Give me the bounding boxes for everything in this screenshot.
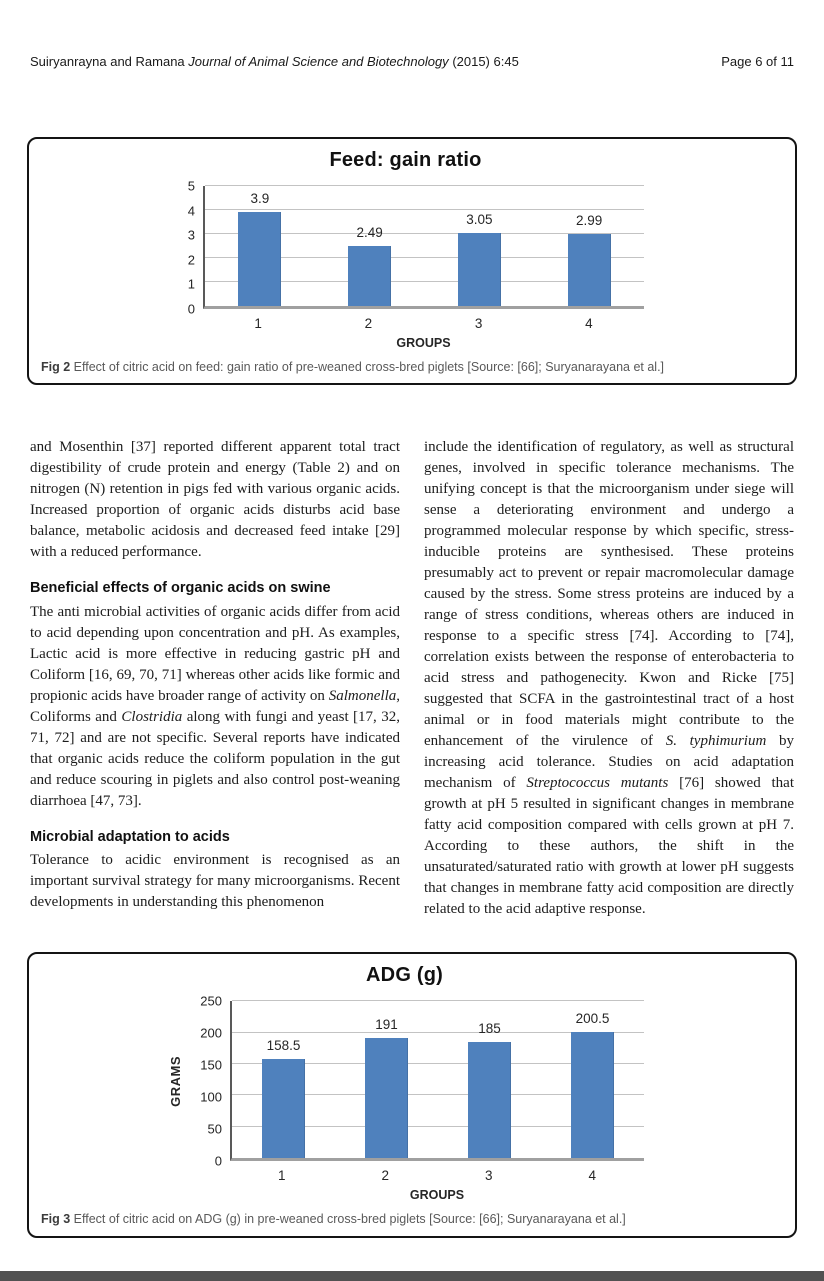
feed-gain-ratio-chart [29,149,795,350]
left-column [30,437,400,920]
y-tick-label: 4 [187,203,195,219]
bar [262,1037,305,1159]
bar-series [232,1001,644,1158]
bar-value-label: 158.5 [266,1037,301,1053]
bar-series [205,186,644,306]
text-run: [76] showed that growth at pH 5 resulted in significant changes in membrane fatty acid composition compared with cells grown at pH 7. According to these authors, the shift in the unsaturated/saturated ratio with growth at lower pH suggests that changes in membrane fatty acid composition are directly related to the acid adaptive response. [424,775,794,918]
bar [365,1017,408,1158]
x-tick-label: 4 [585,316,593,331]
figure-caption-text: Effect of citric acid on ADG (g) in pre-weaned cross-bred piglets [Source: [66]; Suryanarayana et al.] [73,1212,626,1227]
italic-text: Streptococcus mutants [526,775,669,792]
bar-value-label: 185 [478,1021,501,1037]
body-paragraph [30,602,400,812]
bar-slot [534,186,644,306]
header-citation [30,54,519,69]
x-tick-label: 4 [588,1168,596,1184]
y-tick-label: 2 [187,252,195,268]
bar [348,225,391,306]
body-paragraph [30,850,400,913]
figure-3-caption [41,1211,783,1227]
bar [468,1021,511,1158]
chart-title: Feed: gain ratio [329,149,482,171]
body-text [30,437,794,920]
figure-2-panel [27,137,797,385]
text-run: along with fungi and yeast [17, 32, 71, 72] and are not specific. Several reports have indicated that organic acids reduce the coliform population in the gut and reduce scouring in piglets and also control post-weaning diarrhoea [47, 73]. [30,708,400,809]
text-run: , Coliforms and [30,687,400,725]
x-tick-label: 1 [254,316,262,331]
italic-text: S. typhimurium [665,733,767,750]
y-tick-label: 3 [187,227,195,243]
italic-text: Salmonella [328,687,397,704]
y-tick-label: 0 [214,1153,222,1169]
y-tick-label: 200 [200,1025,222,1041]
bar-value-label: 2.49 [356,225,383,241]
bar [568,213,611,306]
x-tick-label: 2 [364,316,373,331]
chart-title: ADG (g) [366,964,443,987]
bar-slot [205,186,315,306]
bar-value-label: 191 [375,1017,398,1033]
x-axis-title: GROUPS [396,336,451,350]
x-axis-title: GROUPS [409,1188,465,1203]
italic-text: Clostridia [121,708,183,725]
y-axis-title: GRAMS [167,1055,183,1107]
plot-area [203,186,644,309]
y-axis [167,178,203,317]
bar-slot [438,1001,541,1158]
y-tick-label: 0 [187,301,195,317]
adg-chart [29,964,795,1202]
bar-slot [425,186,535,306]
y-tick-label: 100 [200,1089,222,1105]
x-tick-label: 1 [277,1168,286,1184]
text-run: The anti microbial activities of organic acids differ from acid to acid depending upon concentration and pH. As examples, Lactic acid is more effective in reducing gastric pH and Coliform [16, 69, 70, 71] whereas other acids like formic and propionic acids have broader range of activity on [30,603,400,704]
header-issue: (2015) 6:45 [452,54,519,69]
header-authors: Suiryanrayna and Ramana [30,54,185,69]
text-run: Tolerance to acidic environment is recognised as an important survival strategy for many microorganisms. Recent developments in understanding this phenomenon [30,851,400,910]
y-tick-label: 5 [187,178,195,194]
y-axis [185,993,230,1169]
x-tick-label: 3 [484,1168,493,1184]
section-heading: Microbial adaptation to acids [30,828,230,845]
section-heading: Beneficial effects of organic acids on swine [30,580,331,597]
header-journal-title: Journal of Animal Science and Biotechnology [188,54,449,69]
text-run: and Mosenthin [37] reported different apparent total tract digestibility of crude protein and energy (Table 2) and on nitrogen (N) retention in pigs fed with various organic acids. Increased proportion of organic acids disturbs acid base balance, metabolic acidosis and decreased feed intake [29] with a reduced performance. [30,439,400,561]
x-tick-label: 2 [381,1168,389,1184]
bar-slot [232,1001,335,1158]
bar-slot [335,1001,438,1158]
figure-label: Fig 2 [41,360,71,374]
y-tick-label: 50 [207,1121,222,1137]
right-column [424,437,794,920]
bar [458,211,501,306]
body-paragraph [30,437,400,563]
figure-3-panel [27,952,797,1237]
bar [238,191,281,306]
running-header [0,0,824,69]
x-axis [203,309,644,331]
bar-slot [315,186,425,306]
bar-value-label: 2.99 [575,213,603,229]
x-tick-label: 3 [474,316,483,331]
figure-2-caption [41,359,783,375]
bar-value-label: 3.05 [466,211,493,227]
bar-value-label: 3.9 [250,191,270,207]
y-tick-label: 250 [200,993,222,1009]
bar [571,1011,614,1158]
page-number: Page 6 of 11 [721,54,794,69]
text-run: by increasing acid tolerance. Studies on acid adaptation mechanism of [424,733,795,792]
figure-label: Fig 3 [41,1212,71,1227]
y-tick-label: 1 [187,276,195,292]
text-run: include the identification of regulatory, as well as structural genes, involved in specific tolerance mechanisms. The unifying concept is that the microorganism under siege will sense a deteriorating environment and undergo a programmed molecular response by which specific, stress-inducible proteins are synthesised. These proteins presumably act to prevent or repair macromolecular damage caused by the stress. Some stress proteins are induced by a range of stress conditions, whereas others are induced in response to a specific stress [74]. According to [74], correlation exists between the response of enterobacteria to acid stress and pathogenecity. Kwon and Ricke [75] suggested that SCFA in the gastrointestinal tract of a host animal or in food materials might contribute to the enhancement of the virulence of [424,439,794,750]
y-tick-label: 150 [200,1057,222,1073]
body-paragraph [424,437,794,920]
bar-slot [541,1001,644,1158]
bottom-bar [0,1271,824,1281]
figure-caption-text: Effect of citric acid on feed: gain ratio of pre-weaned cross-bred piglets [Source: [66]; Suryanarayana et al.] [73,360,665,374]
x-axis [230,1161,644,1183]
bar-value-label: 200.5 [575,1011,610,1027]
plot-area [230,1001,644,1161]
